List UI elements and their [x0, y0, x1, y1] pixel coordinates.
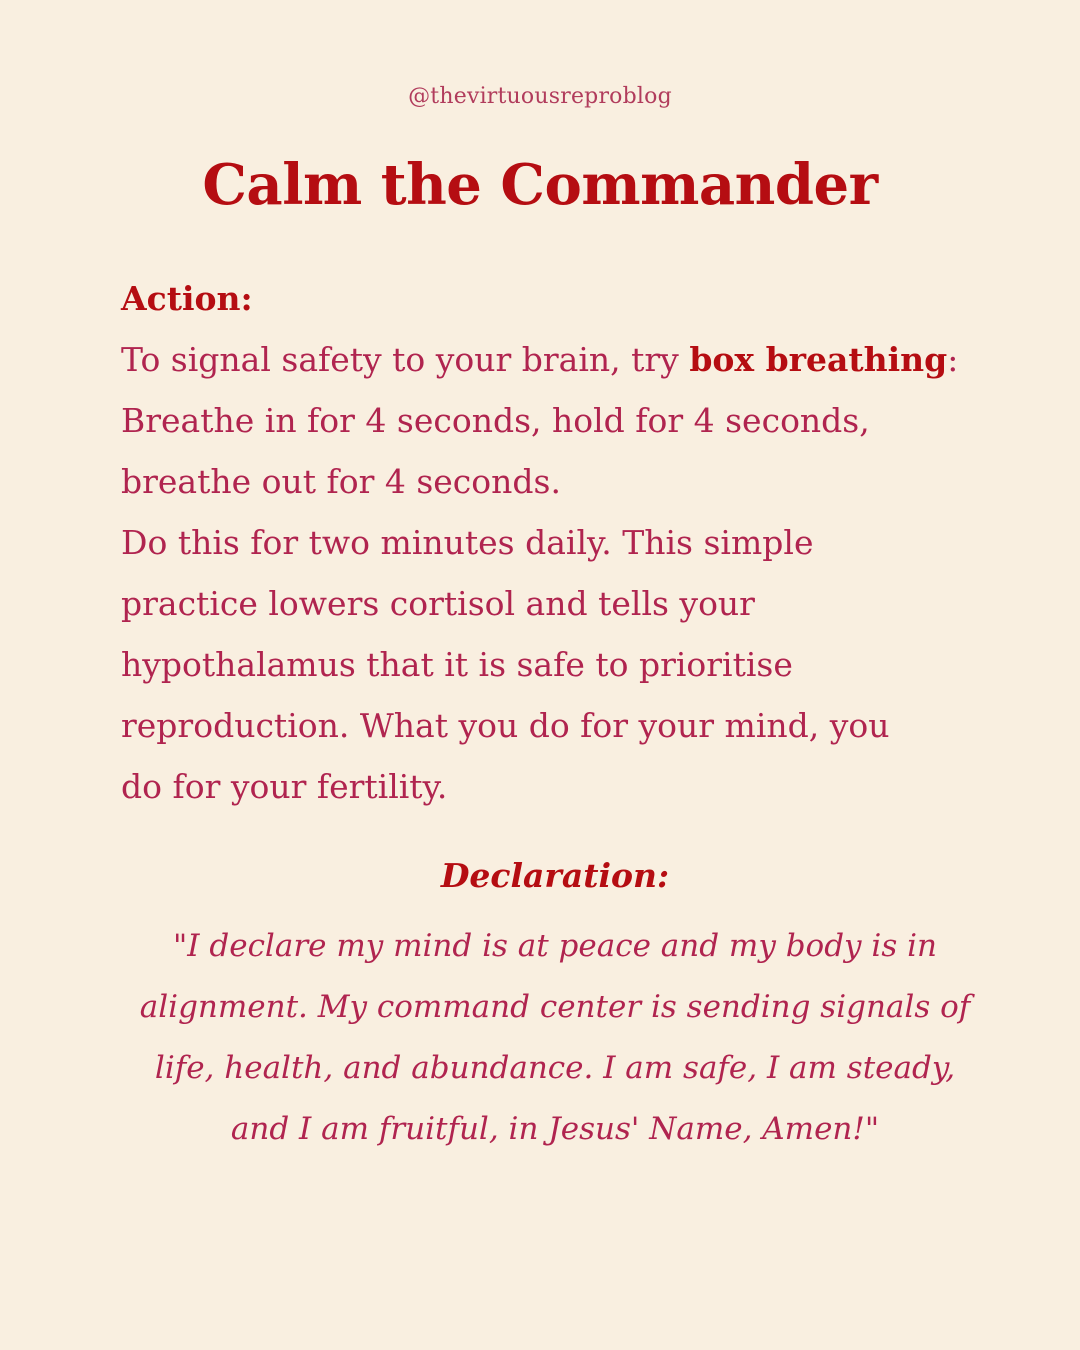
- action-line: hypothalamus that it is safe to prioritise: [121, 645, 793, 684]
- action-body: [121, 329, 971, 817]
- action-line: [121, 329, 971, 390]
- action-line: do for your fertility.: [121, 767, 448, 806]
- declaration-heading: Declaration:: [440, 856, 670, 895]
- action-line: practice lowers cortisol and tells your: [121, 584, 755, 623]
- action-section: [121, 268, 971, 817]
- declaration-line: life, health, and abundance. I am safe, I am steady,: [154, 1050, 956, 1086]
- action-line: breathe out for 4 seconds.: [121, 462, 561, 501]
- page-title: Calm the Commander: [202, 152, 878, 218]
- action-heading: Action:: [121, 279, 253, 318]
- declaration-line: alignment. My command center is sending signals of: [139, 989, 971, 1025]
- declaration-line: and I am fruitful, in Jesus' Name, Amen!": [230, 1111, 880, 1147]
- action-line: reproduction. What you do for your mind, you: [121, 706, 890, 745]
- action-line-punctuation: :: [947, 340, 959, 379]
- declaration-line: "I declare my mind is at peace and my body is in: [173, 928, 937, 964]
- box-breathing-term: box breathing: [689, 340, 948, 379]
- account-handle: @thevirtuousreproblog: [408, 84, 672, 109]
- action-line: Breathe in for 4 seconds, hold for 4 seconds,: [121, 401, 870, 440]
- declaration-quote: [120, 916, 990, 1160]
- action-line-text: To signal safety to your brain, try: [121, 340, 690, 379]
- action-line: Do this for two minutes daily. This simple: [121, 523, 814, 562]
